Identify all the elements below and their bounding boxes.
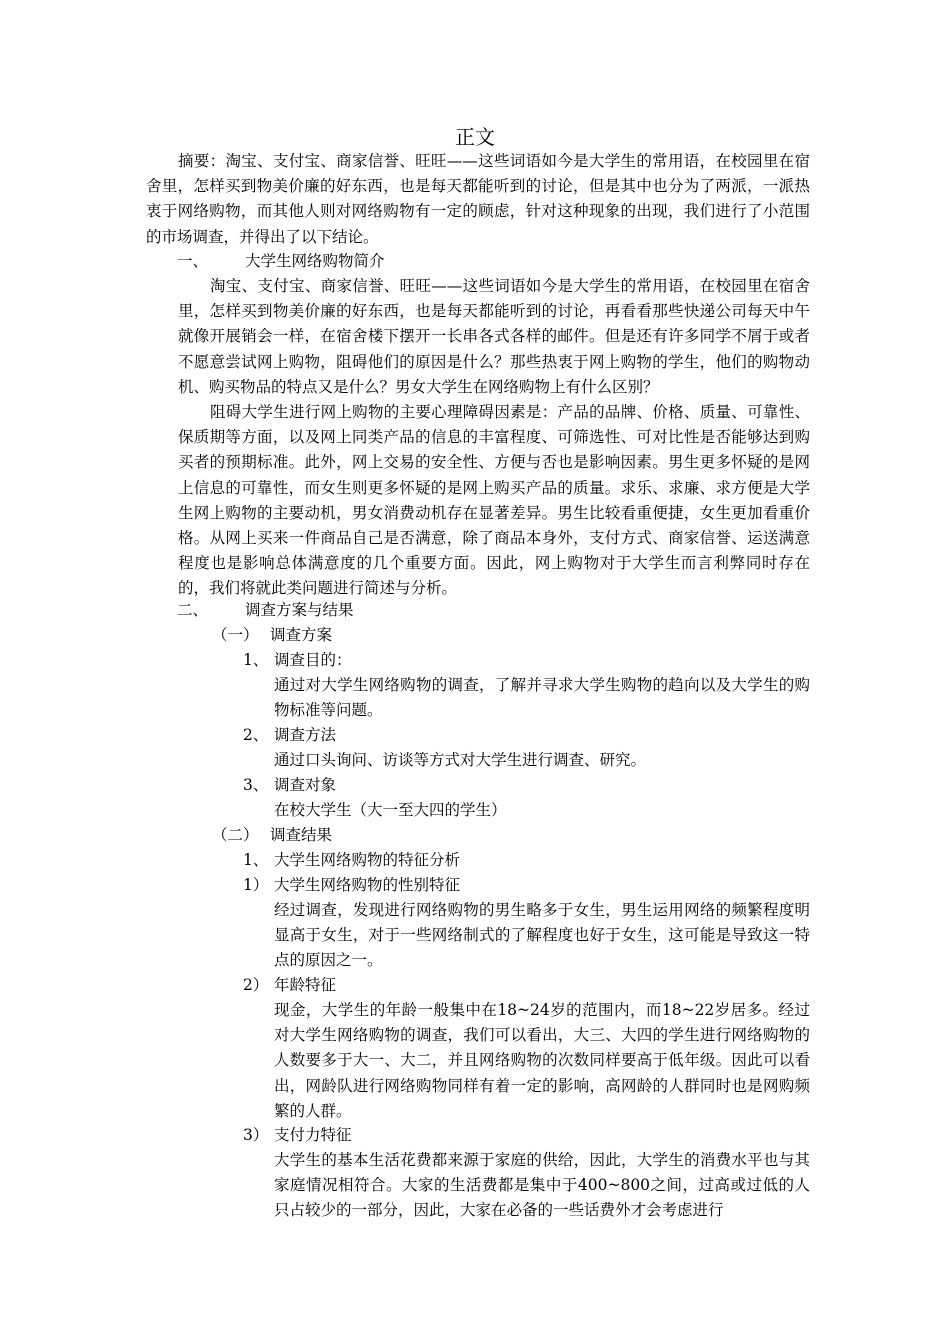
section-2-number: 二、 [177, 601, 209, 619]
subsection-1-heading [212, 623, 332, 648]
subsection-1-number: （一） [212, 626, 259, 644]
section-1-number: 一、 [177, 252, 209, 270]
sub2-point-3-text: 大学生的基本生活花费都来源于家庭的供给，因此，大学生的消费水平也与其家庭情况相符合。大家的生活费都是集中于400~800之间，过高或过低的人只占较少的一部分，因此，大家在必备的一些话费外才会考虑进行 [274, 1151, 810, 1220]
section-1-title: 大学生网络购物简介 [245, 252, 385, 270]
sub2-point-1-text: 经过调查，发现进行网络购物的男生略多于女生，男生运用网络的频繁程度明显高于女生，对于一些网络制式的了解程度也好于女生，这可能是导致这一特点的原因之一。 [274, 901, 810, 970]
subsection-2-number: （二） [212, 826, 259, 844]
section-1-heading [177, 249, 385, 274]
section-2-title: 调查方案与结果 [245, 601, 354, 619]
section-1-paragraph-2: 阻碍大学生进行网上购物的主要心理障碍因素是：产品的品牌、价格、质量、可靠性、保质期等方面，以及网上同类产品的信息的丰富程度、可筛选性、可对比性是否能够达到购买者的预期标准。此外，网上交易的安全性、方便与否也是影响因素。男生更多怀疑的是网上信息的可靠性，而女生则更多怀疑的是网上购买产品的质量。求乐、求廉、求方便是大学生网上购物的主要动机，男女消费动机存在显著差异。男生比较看重便捷，女生更加看重价格。从网上买来一件商品自己是否满意，除了商品本身外，支付方式、商家信誉、运送满意程度也是影响总体满意度的几个重要方面。因此，网上购物对于大学生而言利弊同时存在的，我们将就此类问题进行简述与分析。 [178, 403, 810, 598]
subsection-1-title: 调查方案 [270, 626, 333, 644]
abstract-paragraph: 摘要：淘宝、支付宝、商家信誉、旺旺——这些词语如今是大学生的常用语，在校园里在宿舍里，怎样买到物美价廉的好东西，也是每天都能听到的讨论，但是其中也分为了两派，一派热衷于网络购物，而其他人则对网络购物有一定的顾虑，针对这种现象的出现，我们进行了小范围的市场调查，并得出了以下结论。 [146, 152, 810, 246]
sub1-item-2-text: 通过口头询问、访谈等方式对大学生进行调查、研究。 [274, 751, 647, 769]
sub2-item-1: 1、 大学生网络购物的特征分析 [243, 851, 461, 869]
sub2-point-2-text: 现金，大学生的年龄一般集中在18~24岁的范围内，而18~22岁居多。经过对大学生网络购物的调查，我们可以看出，大三、大四的学生进行网络购物的人数要多于大一、大二，并且网络购物的次数同样要高于低年级。因此可以看出，网龄队进行网络购物同样有着一定的影响，高网龄的人群同时也是网购频繁的人群。 [274, 1001, 810, 1120]
subsection-2-title: 调查结果 [270, 826, 333, 844]
sub2-point-3: 3） 支付力特征 [243, 1126, 352, 1144]
page-title: 正文 [455, 125, 495, 149]
sub2-point-2: 2） 年龄特征 [243, 976, 337, 994]
section-1-paragraph-1: 淘宝、支付宝、商家信誉、旺旺——这些词语如今是大学生的常用语，在校园里在宿舍里，怎样买到物美价廉的好东西，也是每天都能听到的讨论，再看看那些快递公司每天中午就像开展销会一样，在宿舍楼下摆开一长串各式各样的邮件。但是还有许多同学不屑于或者不愿意尝试网上购物，阻碍他们的原因是什么？那些热衷于网上购物的学生，他们的购物动机、购买物品的特点又是什么？男女大学生在网络购物上有什么区别？ [178, 277, 810, 396]
section-2-heading [177, 598, 354, 623]
sub1-item-1: 1、 调查目的： [243, 651, 352, 669]
sub2-point-1: 1） 大学生网络购物的性别特征 [243, 876, 461, 894]
sub1-item-2: 2、 调查方法 [243, 726, 337, 744]
subsection-2-heading [212, 823, 332, 848]
sub1-item-1-text: 通过对大学生网络购物的调查，了解并寻求大学生购物的趋向以及大学生的购物标准等问题。 [274, 676, 810, 720]
sub1-item-3-text: 在校大学生（大一至大四的学生） [274, 801, 507, 819]
sub1-item-3: 3、 调查对象 [243, 776, 337, 794]
